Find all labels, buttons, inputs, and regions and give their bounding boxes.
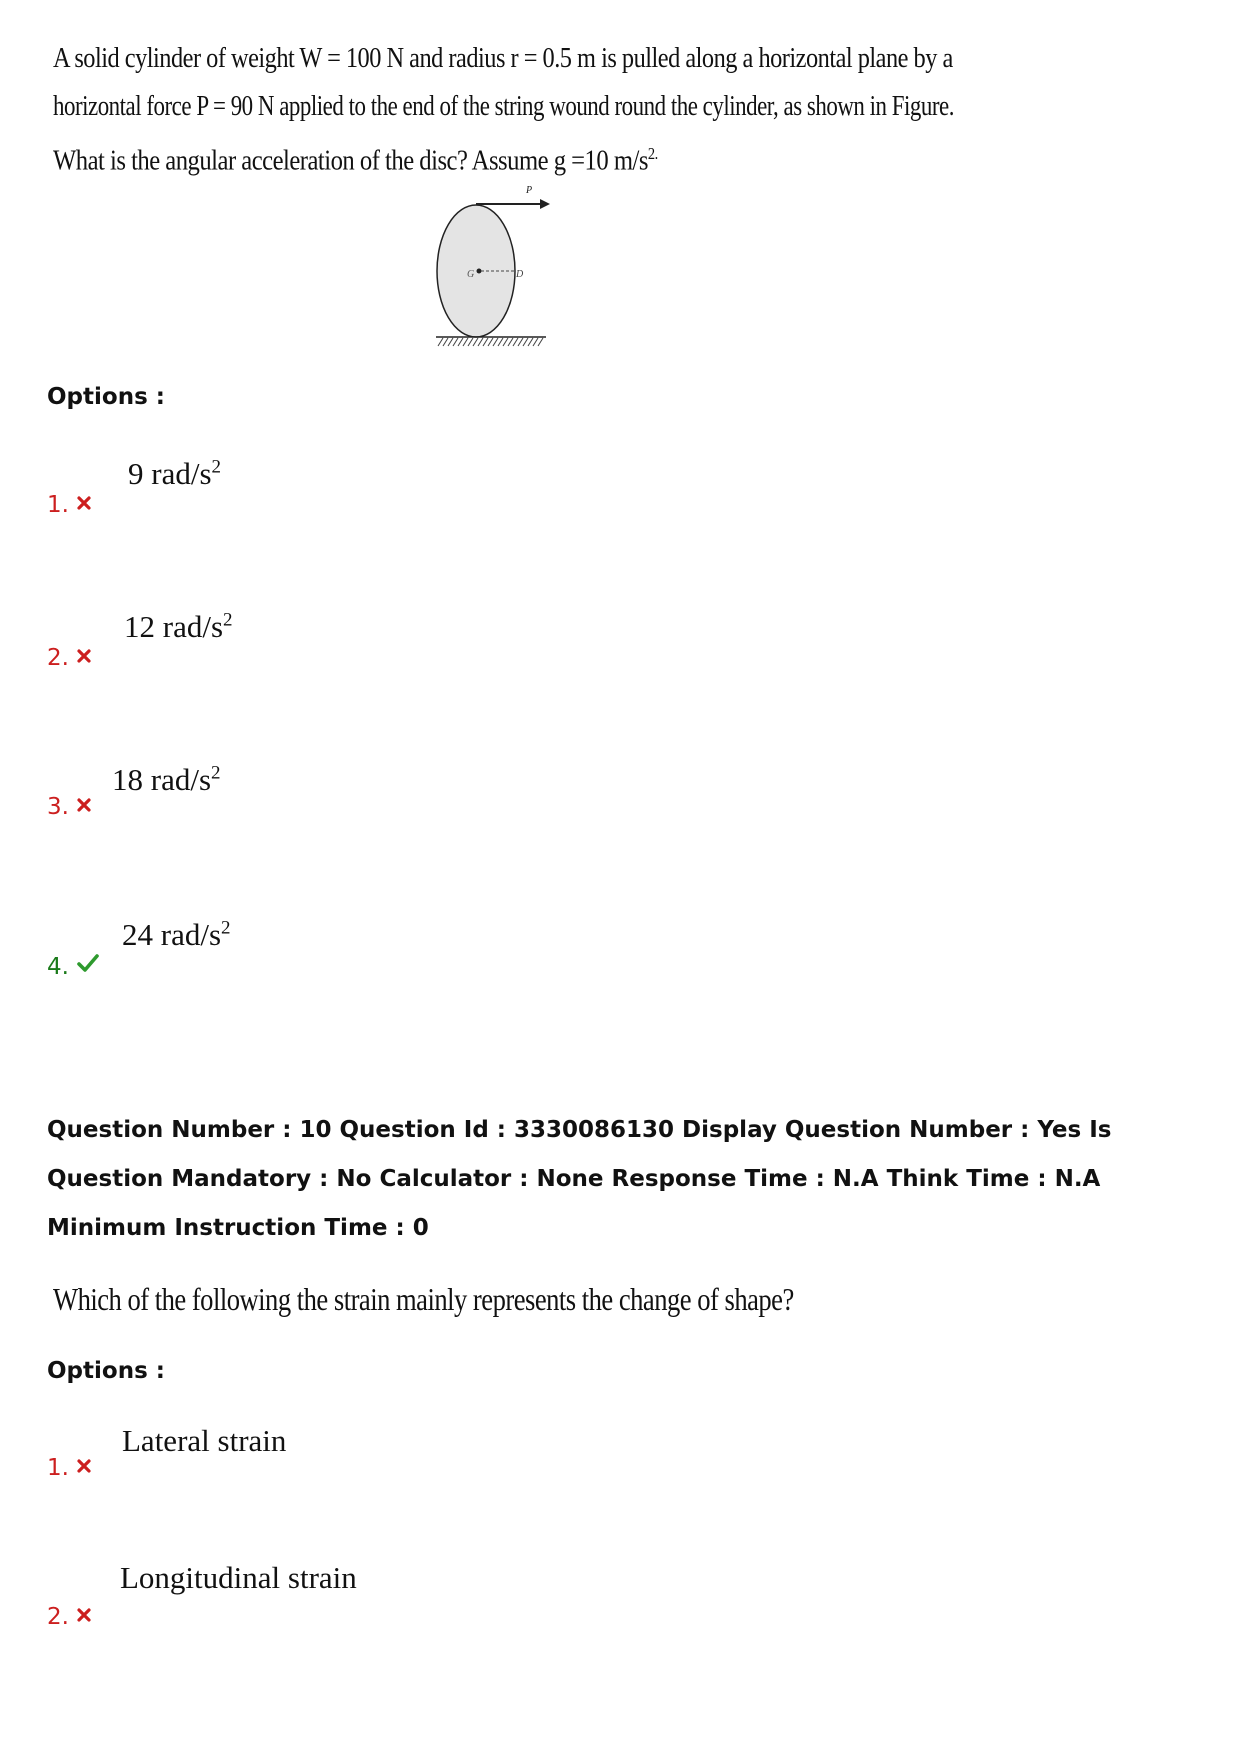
q10-option-1-text[interactable]: Lateral strain — [122, 1423, 287, 1458]
ground-hatching — [438, 338, 543, 346]
question-9-line-3-sup: 2. — [647, 144, 658, 163]
check-icon — [77, 952, 99, 978]
q9-option-4-number — [47, 952, 99, 980]
cross-icon — [77, 1602, 91, 1628]
cross-icon — [77, 792, 91, 818]
q9-option-2-text[interactable] — [124, 609, 233, 645]
q9-option-3-index: 3. — [47, 794, 69, 820]
question-10-text — [53, 1275, 946, 1323]
question-10-line: Which of the following the strain mainly represents the change of shape? — [53, 1281, 794, 1317]
q9-option-4-label: 24 rad/s — [122, 917, 222, 952]
question-9-line-3-text: What is the angular acceleration of the disc? Assume g =10 m/s — [53, 144, 648, 177]
q9-option-2-number — [47, 643, 91, 671]
q9-option-4-text[interactable] — [122, 917, 231, 953]
q9-option-4-index: 4. — [47, 954, 69, 980]
question-9-line-3 — [53, 130, 1022, 185]
cross-icon — [77, 1453, 91, 1479]
cylinder-figure — [430, 180, 560, 355]
q9-option-1-number — [47, 490, 91, 518]
q9-option-2-index: 2. — [47, 645, 69, 671]
cross-icon — [77, 490, 91, 516]
q9-option-3-label: 18 rad/s — [112, 762, 212, 797]
q9-option-4-sup: 2 — [221, 917, 231, 939]
q9-option-3-text[interactable] — [112, 762, 221, 798]
center-point — [477, 269, 482, 274]
q9-option-1-label: 9 rad/s — [128, 456, 212, 491]
q9-option-1-index: 1. — [47, 492, 69, 518]
question-9-line-1: A solid cylinder of weight W = 100 N and radius r = 0.5 m is pulled along a horizontal plane by a — [53, 42, 953, 74]
q10-option-1-index: 1. — [47, 1455, 69, 1481]
force-arrow-head — [540, 199, 550, 209]
q9-option-3-sup: 2 — [211, 762, 221, 784]
q10-option-1-number — [47, 1453, 91, 1481]
cross-icon — [77, 643, 91, 669]
q10-option-2-index: 2. — [47, 1604, 69, 1630]
figure-point-label: D — [516, 269, 524, 280]
q9-option-2-sup: 2 — [223, 609, 233, 631]
q10-option-2-text[interactable]: Longitudinal strain — [120, 1560, 357, 1595]
question-9-options-label: Options : — [47, 384, 165, 410]
figure-force-label: P — [526, 185, 533, 196]
question-10-options-label: Options : — [47, 1358, 165, 1384]
question-10-metadata: Question Number : 10 Question Id : 3330086130 Display Question Number : Yes Is Question Mandatory : No Calculator : None Response Time : N.A Think Time : N.A Minimum Instruction Time : 0 — [47, 1117, 1112, 1241]
figure-center-label: G — [467, 269, 475, 280]
question-9-text — [53, 34, 1193, 185]
question-9-line-2: horizontal force P = 90 N applied to the end of the string wound round the cylinder, as shown in Figure. — [53, 90, 954, 122]
q9-option-1-text[interactable] — [128, 456, 221, 492]
q10-option-2-number — [47, 1602, 91, 1630]
q9-option-3-number — [47, 792, 91, 820]
q9-option-1-sup: 2 — [211, 456, 222, 478]
q9-option-2-label: 12 rad/s — [124, 609, 224, 644]
